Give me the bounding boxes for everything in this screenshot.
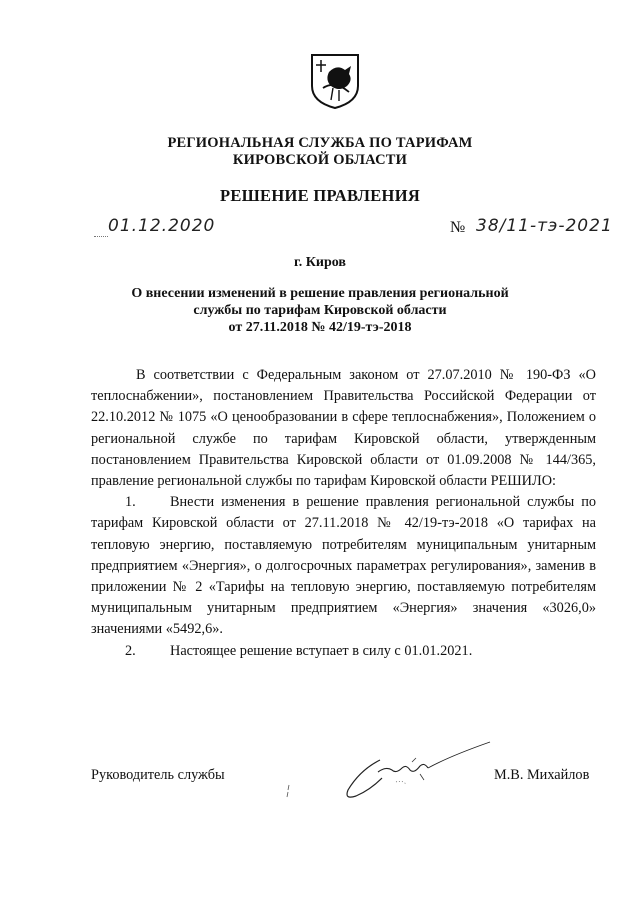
subject-line1: О внесении изменений в решение правления региональной [131, 286, 509, 301]
organization-name-line2: КИРОВСКОЙ ОБЛАСТИ [232, 152, 408, 168]
item-2 [91, 641, 596, 662]
subject-line3: от 27.11.2018 № 42/19-тэ-2018 [228, 320, 412, 335]
item-1-text: Внести изменения в решение правления региональной службы по тарифам Кировской области от 27.11.2018 № 42/19-тэ-2018 «О тарифах на тепловую энергию, поставляемую потребителям муниципальным унитарным предприятием «Энергия», о долгосрочных параметрах регулирования», заменив в приложении № 2 «Тарифы на тепловую энергию, поставляемую потребителям муниципальным унитарным предприятием «Энергия» значения «3026,0» значениями «5492,6». [91, 494, 596, 638]
number-sign: № [450, 219, 466, 236]
decision-body [91, 365, 596, 662]
city-name: г. Киров [294, 255, 346, 270]
subject-line2: службы по тарифам Кировской области [193, 303, 447, 318]
signatory-name: М.В. Михайлов [494, 767, 590, 783]
document-number: 38/11-тэ-2021 [476, 216, 613, 236]
item-1 [91, 492, 596, 640]
signatory-position: Руководитель службы [91, 767, 225, 783]
intro-paragraph: В соответствии с Федеральным законом от 27.07.2010 № 190-ФЗ «О теплоснабжении», постановлением Правительства Российской Федерации от 22.10.2012 № 1075 «О ценообразовании в сфере теплоснабжения», Положением о региональной службе по тарифам Кировской области, утвержденным постановлением Правительства Кировской области от 01.09.2008 № 144/365, правление региональной службы по тарифам Кировской области РЕШИЛО: [91, 367, 596, 490]
item-1-number: 1. [125, 494, 136, 511]
item-2-text: Настоящее решение вступает в силу с 01.01.2021. [170, 642, 473, 659]
handwritten-signature [340, 738, 500, 808]
item-2-number: 2. [125, 642, 136, 659]
organization-name-line1: РЕГИОНАЛЬНАЯ СЛУЖБА ПО ТАРИФАМ [167, 135, 473, 151]
kirov-region-coat-of-arms-icon [309, 52, 361, 110]
stray-pen-mark [284, 784, 294, 798]
document-title: РЕШЕНИЕ ПРАВЛЕНИЯ [219, 186, 421, 205]
document-date: 01.12.2020 [108, 216, 216, 236]
date-dotted-line [94, 236, 108, 237]
